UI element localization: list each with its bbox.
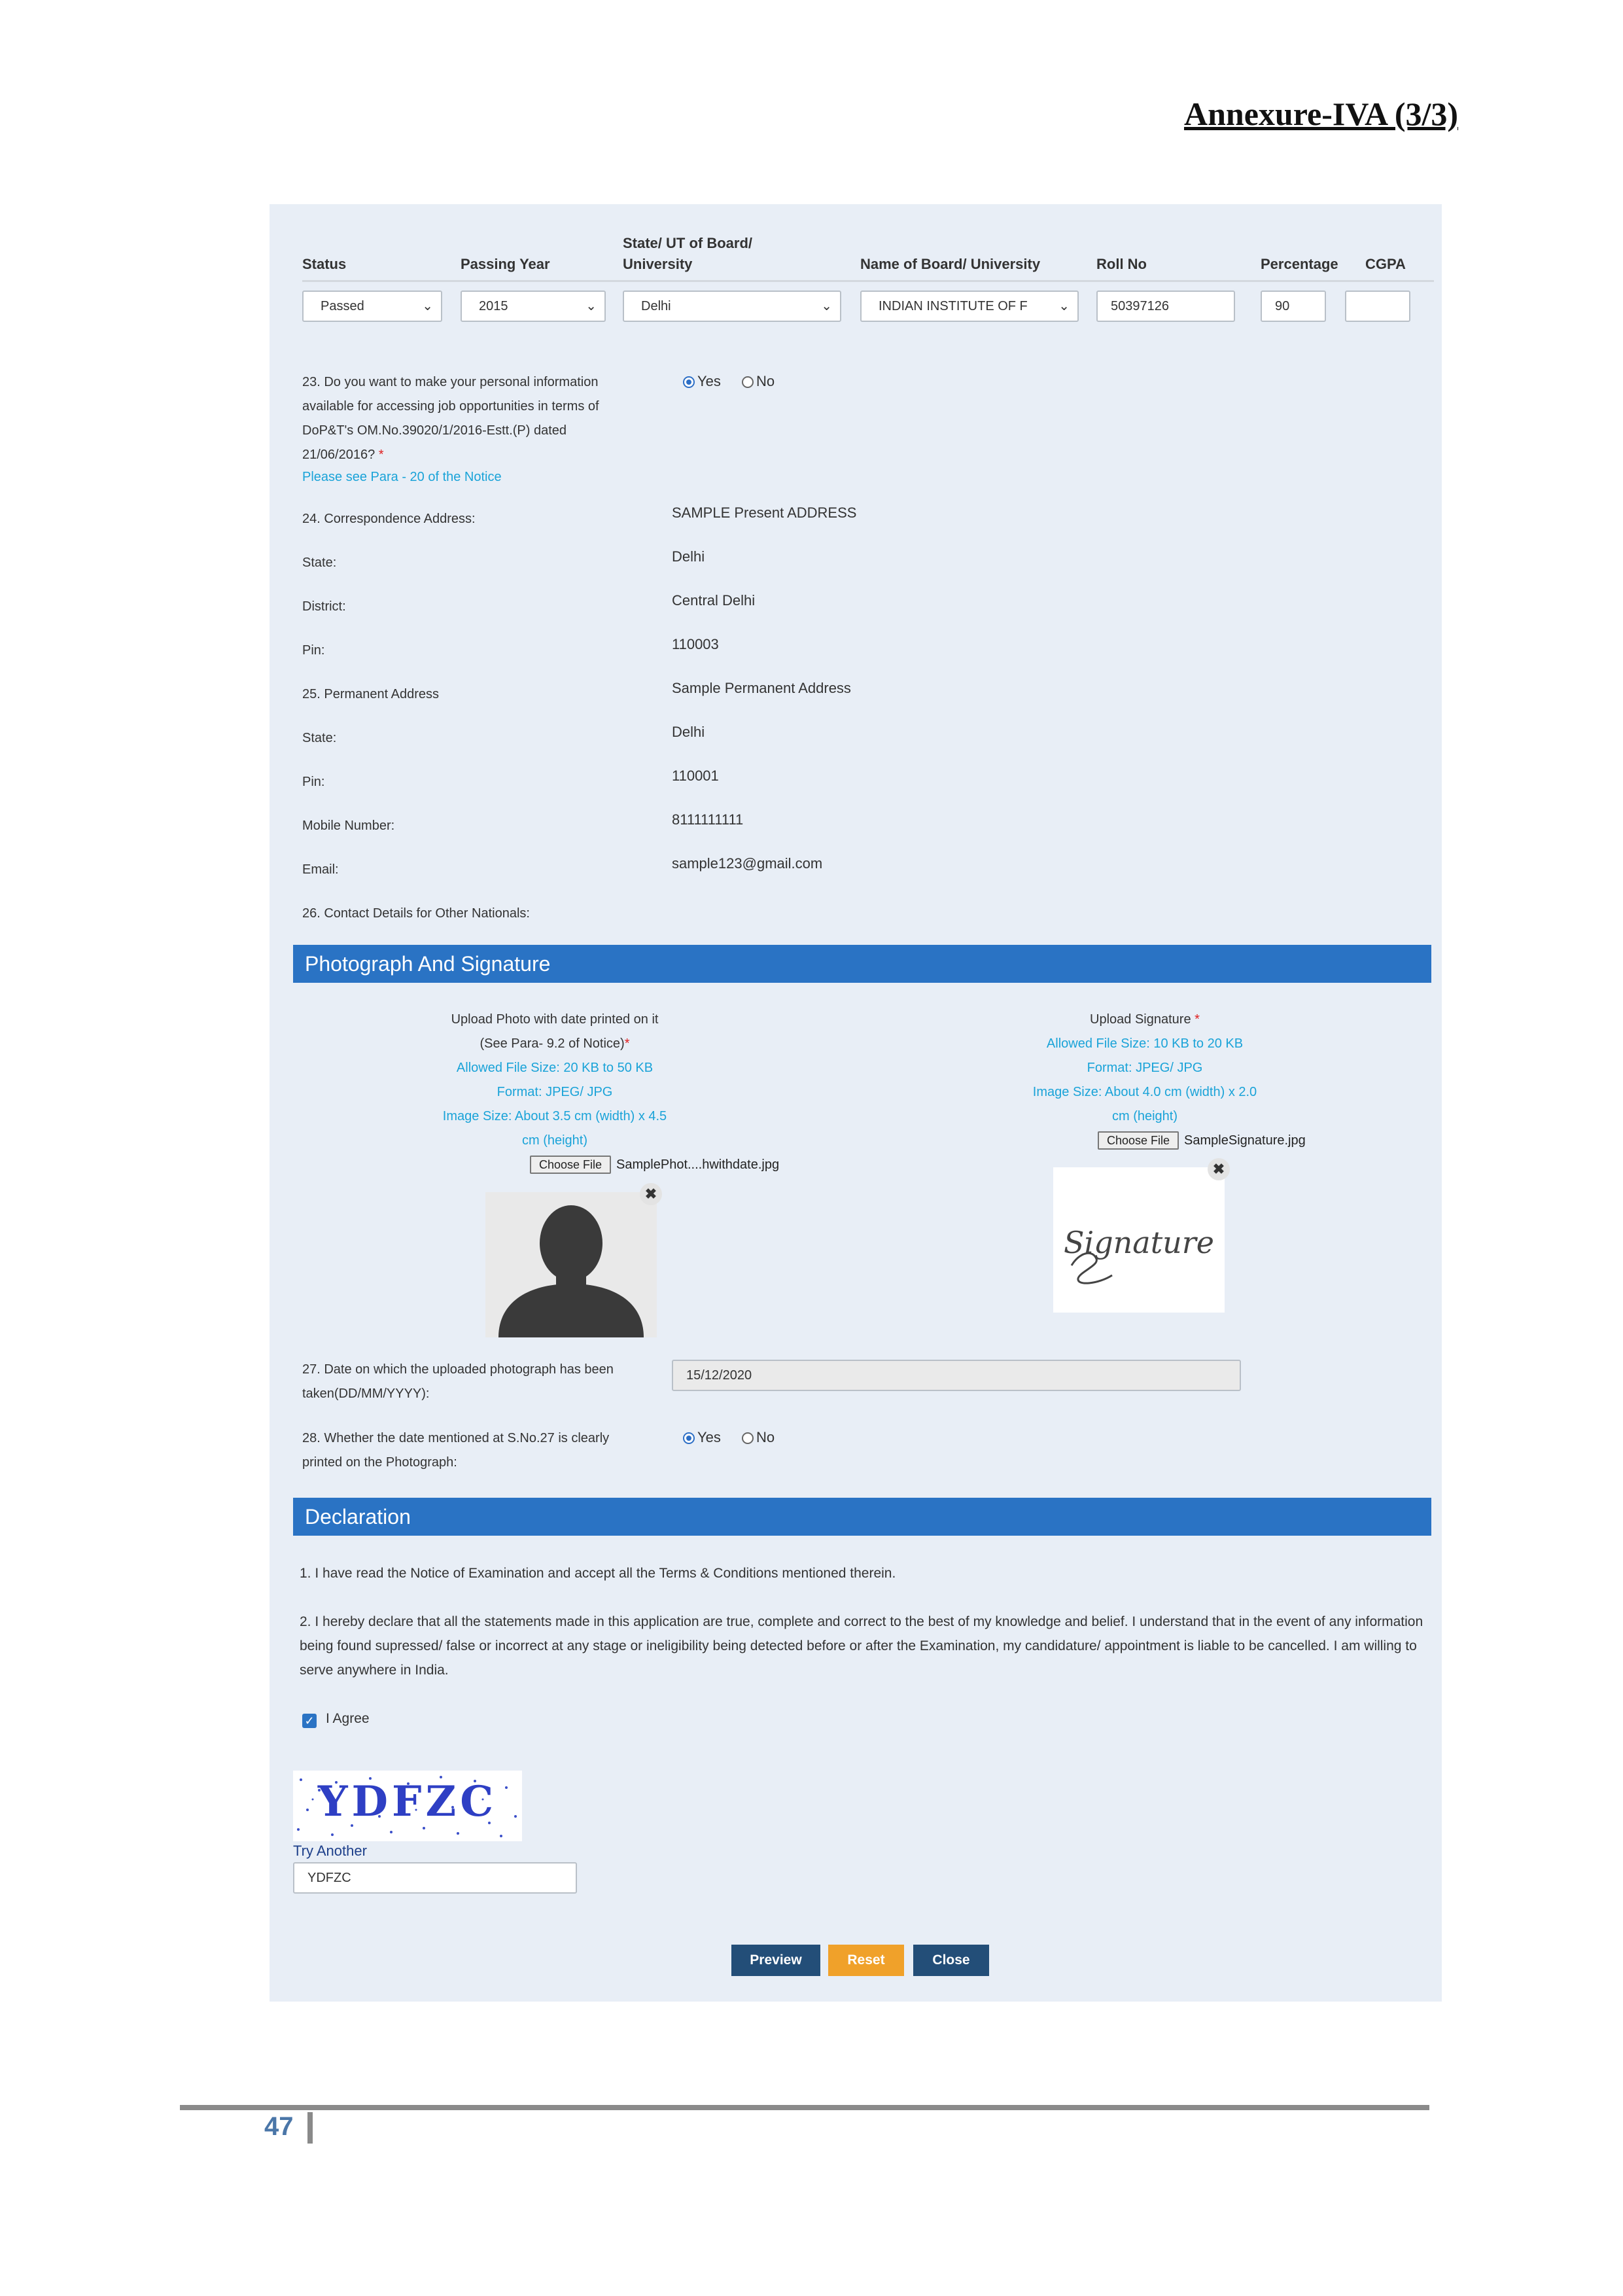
photo-upload-instructions bbox=[417, 1008, 692, 1153]
header-state bbox=[623, 233, 752, 275]
declaration-point-2: 2. I hereby declare that all the statements made in this application are true, complete and correct to the best of my knowledge and belief. I understand that in the event of any information being found supressed/ false or incorrect at any stage or ineligibility being detected before or after the Examination, my candidature/ appointment is liable to be cancelled. I am willing to serve anywhere in India. bbox=[300, 1614, 1423, 1678]
preview-button[interactable]: Preview bbox=[731, 1945, 820, 1976]
percentage-input[interactable]: 90 bbox=[1261, 291, 1326, 322]
permanent-address-value: Sample Permanent Address bbox=[672, 680, 851, 696]
passing-year-select[interactable] bbox=[461, 291, 606, 322]
q28-yes-radio[interactable]: Yes bbox=[683, 1428, 721, 1447]
board-select[interactable] bbox=[860, 291, 1079, 322]
permanent-state-label: State: bbox=[302, 731, 337, 745]
header-passing-year: Passing Year bbox=[461, 256, 550, 272]
table-divider bbox=[302, 280, 1434, 282]
photo-choose-file-button[interactable]: Choose File bbox=[530, 1156, 611, 1174]
correspondence-address-value: SAMPLE Present ADDRESS bbox=[672, 504, 857, 521]
q23-yes-radio[interactable]: Yes bbox=[683, 372, 721, 391]
header-percentage: Percentage bbox=[1261, 256, 1338, 272]
other-nationals-label: 26. Contact Details for Other Nationals: bbox=[302, 906, 530, 921]
signature-file-chooser bbox=[1098, 1131, 1306, 1150]
checkbox-checked-icon[interactable]: ✓ bbox=[302, 1714, 317, 1728]
permanent-address-label: 25. Permanent Address bbox=[302, 687, 440, 701]
photo-see-para: (See Para- 9.2 of Notice)* bbox=[480, 1036, 630, 1051]
pin-value: 110003 bbox=[672, 636, 719, 652]
header-state-line1: State/ UT of Board/ bbox=[623, 235, 753, 251]
close-button[interactable]: Close bbox=[913, 1945, 989, 1976]
q28-line: 28. Whether the date mentioned at S.No.27 is clearly bbox=[302, 1431, 610, 1445]
signature-file-name: SampleSignature.jpg bbox=[1184, 1133, 1306, 1148]
state-label: State: bbox=[302, 556, 337, 570]
remove-photo-icon[interactable]: ✖ bbox=[640, 1183, 662, 1205]
status-select[interactable] bbox=[302, 291, 442, 322]
mobile-label: Mobile Number: bbox=[302, 819, 395, 833]
q28-line: printed on the Photograph: bbox=[302, 1455, 457, 1470]
remove-signature-icon[interactable]: ✖ bbox=[1208, 1158, 1230, 1180]
required-asterisk: * bbox=[378, 448, 384, 462]
chevron-down-icon: ⌄ bbox=[585, 299, 597, 313]
photo-format: Format: JPEG/ JPG bbox=[497, 1085, 613, 1099]
signature-image-size: Image Size: About 4.0 cm (width) x 2.0 bbox=[1032, 1085, 1257, 1099]
radio-unselected-icon bbox=[742, 1432, 754, 1444]
radio-selected-icon bbox=[683, 376, 695, 388]
passing-year-value: 2015 bbox=[479, 299, 508, 313]
q23-line: available for accessing job opportunities in terms of bbox=[302, 399, 599, 414]
agree-checkbox-row[interactable] bbox=[302, 1709, 370, 1729]
q27-line: 27. Date on which the uploaded photograph has been bbox=[302, 1362, 614, 1377]
photo-date-input[interactable]: 15/12/2020 bbox=[672, 1360, 1241, 1391]
photo-file-size: Allowed File Size: 20 KB to 50 KB bbox=[456, 1061, 654, 1075]
q28-question bbox=[302, 1426, 609, 1475]
q27-line: taken(DD/MM/YYYY): bbox=[302, 1386, 430, 1401]
captcha-text: YDFZC bbox=[317, 1777, 498, 1826]
photo-image-size-cont: cm (height) bbox=[521, 1133, 588, 1148]
photo-preview bbox=[485, 1192, 657, 1337]
q23-no-radio[interactable]: No bbox=[742, 372, 775, 391]
state-value: Delhi bbox=[672, 548, 705, 565]
signature-preview bbox=[1053, 1167, 1225, 1313]
permanent-state-value: Delhi bbox=[672, 724, 705, 740]
q27-question bbox=[302, 1358, 614, 1406]
signature-file-size: Allowed File Size: 10 KB to 20 KB bbox=[1046, 1036, 1244, 1051]
signature-format: Format: JPEG/ JPG bbox=[1087, 1061, 1203, 1075]
radio-selected-icon bbox=[683, 1432, 695, 1444]
q23-question bbox=[302, 370, 669, 487]
state-select[interactable] bbox=[623, 291, 841, 322]
header-roll: Roll No bbox=[1096, 256, 1147, 272]
state-value: Delhi bbox=[641, 299, 671, 313]
application-form-panel bbox=[270, 204, 1442, 2002]
pin-label: Pin: bbox=[302, 643, 325, 658]
photo-instruction: Upload Photo with date printed on it bbox=[451, 1012, 659, 1027]
photo-file-chooser bbox=[530, 1156, 779, 1174]
agree-label: I Agree bbox=[326, 1711, 370, 1726]
header-cgpa: CGPA bbox=[1365, 256, 1406, 272]
footer-divider bbox=[180, 2105, 1429, 2110]
mobile-value: 8111111111 bbox=[672, 811, 744, 828]
q28-no-radio[interactable]: No bbox=[742, 1428, 775, 1447]
correspondence-address-label: 24. Correspondence Address: bbox=[302, 512, 476, 526]
signature-instruction: Upload Signature * bbox=[1090, 1012, 1200, 1027]
annexure-title: Annexure-IVA (3/3) bbox=[1184, 96, 1459, 132]
signature-image-size-cont: cm (height) bbox=[1111, 1109, 1178, 1123]
required-asterisk: * bbox=[624, 1036, 630, 1051]
reset-button[interactable]: Reset bbox=[828, 1945, 904, 1976]
cgpa-input[interactable] bbox=[1345, 291, 1410, 322]
header-state-line2: University bbox=[623, 256, 693, 272]
board-value: INDIAN INSTITUTE OF F bbox=[879, 299, 1028, 313]
photo-image-size: Image Size: About 3.5 cm (width) x 4.5 bbox=[442, 1109, 667, 1123]
district-value: Central Delhi bbox=[672, 592, 756, 609]
chevron-down-icon: ⌄ bbox=[821, 299, 832, 313]
permanent-pin-value: 110001 bbox=[672, 768, 719, 784]
required-asterisk: * bbox=[1195, 1012, 1200, 1027]
district-label: District: bbox=[302, 599, 346, 614]
page-number: 47 bbox=[264, 2112, 294, 2141]
q23-line: DoP&T's OM.No.39020/1/2016-Estt.(P) dated bbox=[302, 423, 567, 438]
captcha-input[interactable]: YDFZC bbox=[293, 1862, 577, 1894]
page-number-bar bbox=[307, 2112, 313, 2144]
person-silhouette-icon bbox=[485, 1192, 657, 1337]
declaration-point-1: 1. I have read the Notice of Examination and accept all the Terms & Conditions mentioned therein. bbox=[300, 1566, 896, 1581]
q23-notice-link[interactable]: Please see Para - 20 of the Notice bbox=[302, 470, 502, 484]
declaration-section-header: Declaration bbox=[293, 1498, 1431, 1536]
signature-choose-file-button[interactable]: Choose File bbox=[1098, 1131, 1179, 1150]
photo-signature-section-header: Photograph And Signature bbox=[293, 945, 1431, 983]
q23-line: 21/06/2016? * bbox=[302, 448, 384, 462]
email-label: Email: bbox=[302, 862, 339, 877]
permanent-pin-label: Pin: bbox=[302, 775, 325, 789]
chevron-down-icon: ⌄ bbox=[1058, 299, 1070, 313]
chevron-down-icon: ⌄ bbox=[422, 299, 433, 313]
radio-unselected-icon bbox=[742, 376, 754, 388]
signature-upload-instructions bbox=[1007, 1008, 1282, 1129]
header-board: Name of Board/ University bbox=[860, 256, 1041, 272]
roll-no-input[interactable]: 50397126 bbox=[1096, 291, 1235, 322]
photo-file-name: SamplePhot....hwithdate.jpg bbox=[616, 1157, 780, 1172]
signature-text: Signature bbox=[1063, 1225, 1215, 1260]
header-status: Status bbox=[302, 256, 347, 272]
status-value: Passed bbox=[321, 299, 364, 313]
try-another-link[interactable]: Try Another bbox=[293, 1843, 367, 1859]
captcha-image bbox=[293, 1771, 522, 1841]
q23-line: 23. Do you want to make your personal information bbox=[302, 375, 599, 389]
email-value: sample123@gmail.com bbox=[672, 855, 823, 872]
